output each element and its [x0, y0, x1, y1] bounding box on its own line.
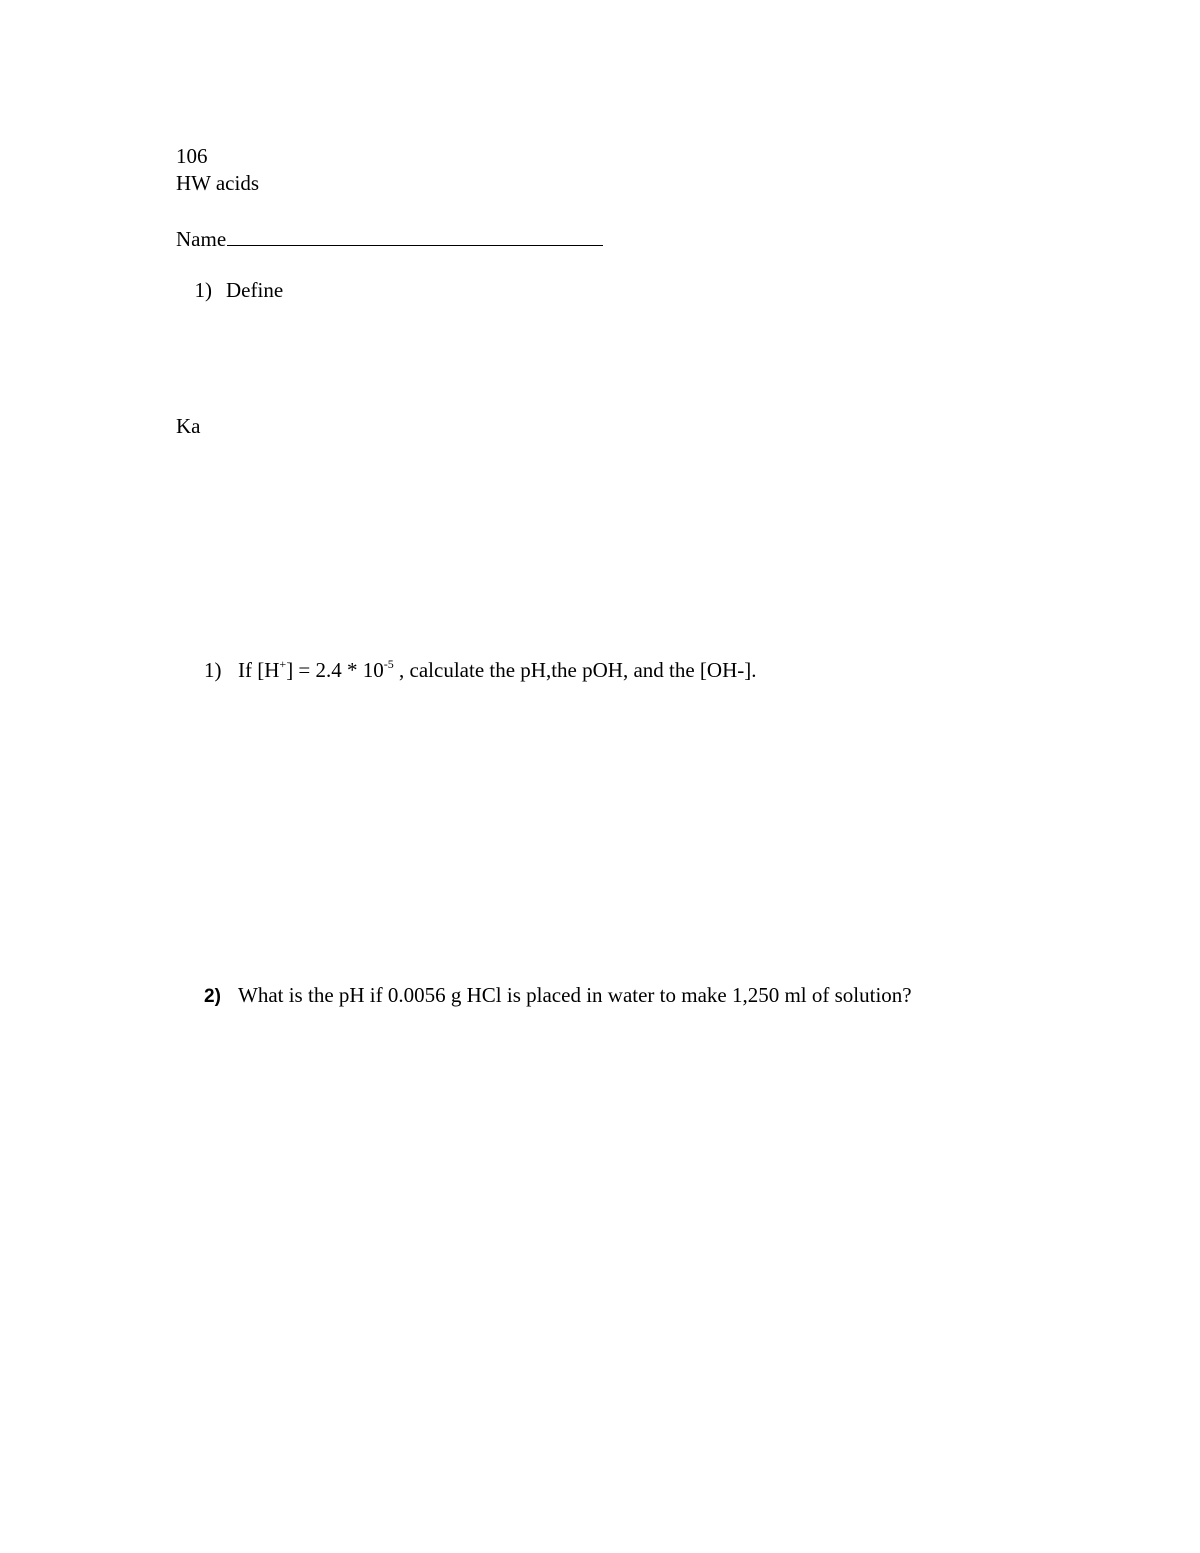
- question-2-text: What is the pH if 0.0056 g HCl is placed in water to make 1,250 ml of solution?: [238, 983, 912, 1007]
- assignment-title: HW acids: [176, 171, 260, 195]
- define-question-text: Define: [226, 278, 284, 302]
- question-2: [204, 985, 912, 1006]
- name-field-row: [176, 227, 603, 250]
- question-1-prefix: If [H: [238, 658, 280, 682]
- name-blank-line: [227, 227, 603, 246]
- question-1-number: 1): [204, 658, 222, 682]
- question-1-middle: ] = 2.4 * 10: [286, 658, 384, 682]
- name-label: Name: [176, 227, 227, 251]
- define-question: [176, 280, 283, 301]
- question-1-suffix: , calculate the pH,the pOH, and the [OH-].: [393, 658, 757, 682]
- question-1-text: [238, 658, 756, 682]
- exponent-superscript: -5: [383, 657, 394, 671]
- define-question-number: 1): [194, 278, 212, 302]
- term-ka: Ka: [176, 414, 201, 438]
- question-2-number: 2): [204, 986, 221, 1007]
- question-1: [204, 657, 757, 682]
- course-number: 106: [176, 144, 208, 168]
- h-plus-superscript: +: [279, 657, 287, 671]
